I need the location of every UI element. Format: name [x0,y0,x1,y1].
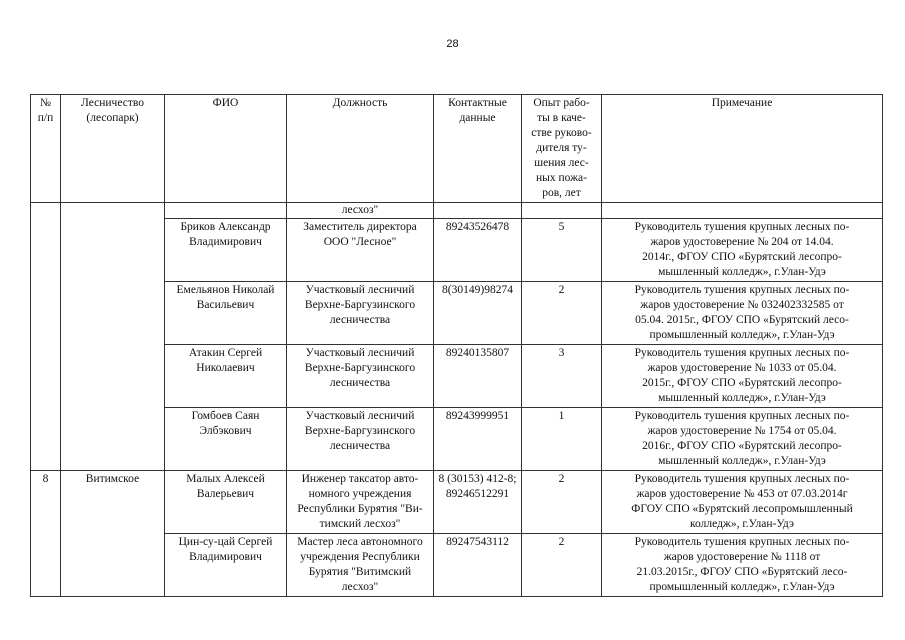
table-header-row [31,95,883,203]
cell-name: Гомбоев Саян Элбэкович [165,408,287,471]
cell-contact [434,203,522,219]
header-note: Примечание [602,95,883,203]
cell-name: Емельянов Николай Васильевич [165,282,287,345]
header-forestry: Лесничество (лесопарк) [61,95,165,203]
cell-note: Руководитель тушения крупных лесных по- жаров удостоверение № 453 от 07.03.2014г ФГОУ СПО «Бурятский лесопромышленный колледж», г.Улан-Удэ [602,471,883,534]
cell-experience: 3 [522,345,602,408]
header-full-name: ФИО [165,95,287,203]
cell-experience: 5 [522,219,602,282]
cell-position: Мастер леса автономного учреждения Республики Бурятия "Витимский лесхоз" [287,534,434,597]
cell-experience: 1 [522,408,602,471]
page-number: 28 [446,38,459,50]
cell-position: Участковый лесничий Верхне-Баргузинского лесничества [287,282,434,345]
header-number: № п/п [31,95,61,203]
forest-fire-leaders-table [30,94,883,597]
cell-name [165,203,287,219]
cell-note: Руководитель тушения крупных лесных по- жаров удостоверение № 1033 от 05.04. 2015г., ФГОУ СПО «Бурятский лесопро- мышленный колледж», г.Улан-Удэ [602,345,883,408]
cell-note: Руководитель тушения крупных лесных по- жаров удостоверение № 1118 от 21.03.2015г., ФГОУ СПО «Бурятский лесо- промышленный колледж», г.Улан-Удэ [602,534,883,597]
cell-forestry: Витимское [61,471,165,597]
cell-experience: 2 [522,471,602,534]
cell-contact: 8 (30153) 412-8; 89246512291 [434,471,522,534]
cell-position: Участковый лесничий Верхне-Баргузинского лесничества [287,408,434,471]
cell-note: Руководитель тушения крупных лесных по- жаров удостоверение № 1754 от 05.04. 2016г., ФГОУ СПО «Бурятский лесопро- мышленный колледж», г.Улан-Удэ [602,408,883,471]
cell-position: Инженер таксатор авто- номного учреждения Республики Бурятия "Ви- тимский лесхоз" [287,471,434,534]
cell-contact: 89243999951 [434,408,522,471]
cell-experience [522,203,602,219]
cell-name: Малых Алексей Валерьевич [165,471,287,534]
cell-name: Цин-су-цай Сергей Владимирович [165,534,287,597]
cell-number: 8 [31,471,61,597]
cell-contact: 8(30149)98274 [434,282,522,345]
cell-name: Атакин Сергей Николаевич [165,345,287,408]
table-row [31,471,883,534]
cell-name: Бриков Александр Владимирович [165,219,287,282]
cell-contact: 89243526478 [434,219,522,282]
cell-number [31,203,61,471]
cell-note: Руководитель тушения крупных лесных по- жаров удостоверение № 204 от 14.04. 2014г., ФГОУ СПО «Бурятский лесопро- мышленный колледж», г.Улан-Удэ [602,219,883,282]
cell-position: Участковый лесничий Верхне-Баргузинского лесничества [287,345,434,408]
header-contact: Контактные данные [434,95,522,203]
cell-note: Руководитель тушения крупных лесных по- жаров удостоверение № 032402332585 от 05.04. 2015г., ФГОУ СПО «Бурятский лесо- промышленный колледж», г.Улан-Удэ [602,282,883,345]
cell-note [602,203,883,219]
header-experience: Опыт рабо- ты в каче- стве руково- дителя ту- шения лес- ных пожа- ров, лет [522,95,602,203]
cell-position: лесхоз" [287,203,434,219]
cell-experience: 2 [522,534,602,597]
cell-contact: 89240135807 [434,345,522,408]
cell-forestry [61,203,165,471]
cell-contact: 89247543112 [434,534,522,597]
table-row-continuation [31,203,883,219]
header-position: Должность [287,95,434,203]
cell-position: Заместитель директора ООО "Лесное" [287,219,434,282]
cell-experience: 2 [522,282,602,345]
